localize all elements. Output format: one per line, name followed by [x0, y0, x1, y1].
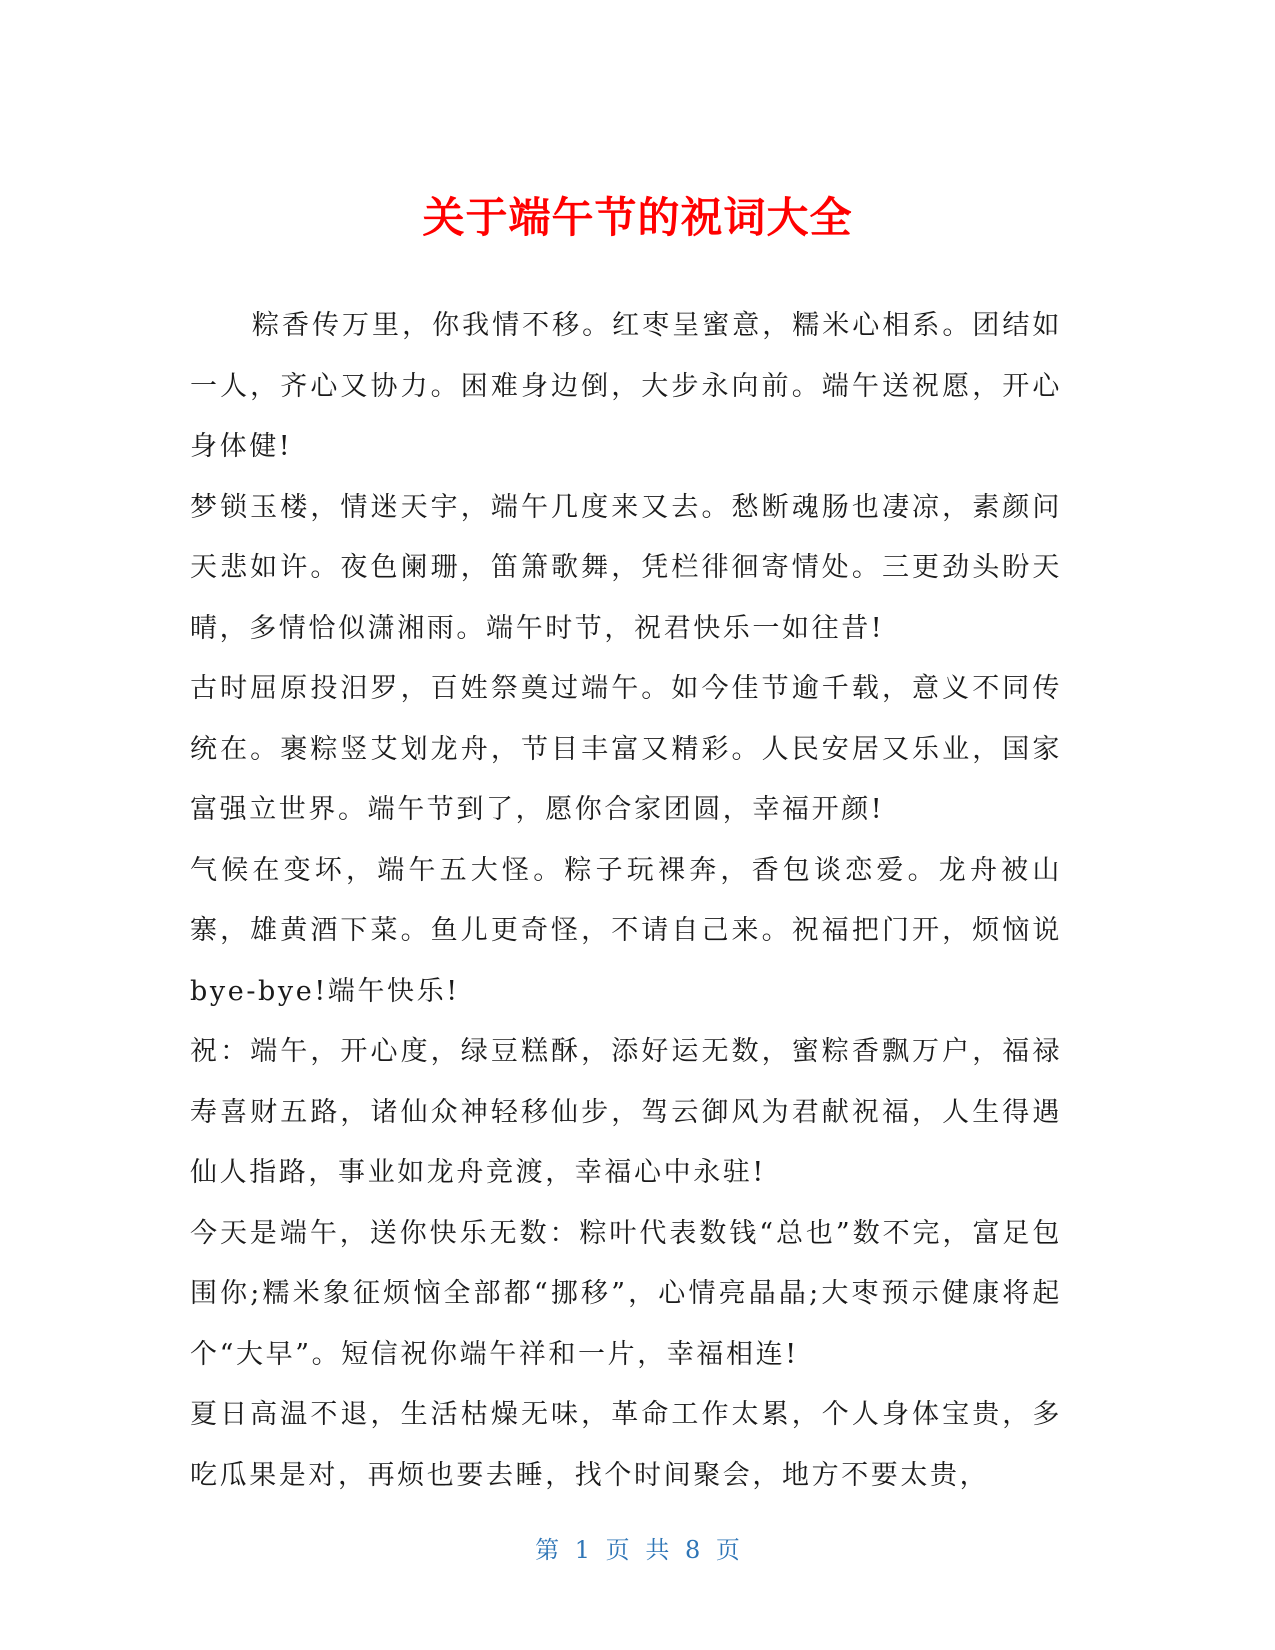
document-body — [190, 296, 1062, 1506]
footer-total-label: 共 — [645, 1536, 670, 1564]
footer-current-page: 1 — [574, 1536, 591, 1564]
paragraph: 气候在变坏，端午五大怪。粽子玩裸奔，香包谈恋爱。龙舟被山寨，雄黄酒下菜。鱼儿更奇怪，不请自己来。祝福把门开，烦恼说bye-bye!端午快乐! — [190, 854, 1062, 1007]
page-footer — [0, 1534, 1275, 1566]
footer-total-unit: 页 — [715, 1536, 740, 1564]
footer-total-pages: 8 — [684, 1536, 701, 1564]
paragraph: 今天是端午，送你快乐无数：粽叶代表数钱“总也”数不完，富足包围你;糯米象征烦恼全部都“挪移”，心情亮晶晶;大枣预示健康将起个“大早”。短信祝你端午祥和一片，幸福相连! — [190, 1217, 1062, 1370]
paragraph: 古时屈原投汨罗，百姓祭奠过端午。如今佳节逾千载，意义不同传统在。裹粽竖艾划龙舟，节目丰富又精彩。人民安居又乐业，国家富强立世界。端午节到了，愿你合家团圆，幸福开颜! — [190, 673, 1062, 825]
paragraph: 梦锁玉楼，情迷天宇，端午几度来又去。愁断魂肠也凄凉，素颜问天悲如许。夜色阑珊，笛箫歌舞，凭栏徘徊寄情处。三更劲头盼天晴，多情恰似潇湘雨。端午时节，祝君快乐一如往昔! — [190, 491, 1062, 644]
footer-page-unit: 页 — [605, 1536, 630, 1564]
footer-page-label: 第 — [535, 1536, 560, 1564]
paragraph: 祝：端午，开心度，绿豆糕酥，添好运无数，蜜粽香飘万户，福禄寿喜财五路，诸仙众神轻移仙步，驾云御风为君献祝福，人生得遇仙人指路，事业如龙舟竞渡，幸福心中永驻! — [190, 1036, 1062, 1188]
paragraph: 粽香传万里，你我情不移。红枣呈蜜意，糯米心相系。团结如一人，齐心又协力。困难身边倒，大步永向前。端午送祝愿，开心身体健! — [190, 310, 1062, 462]
document-title: 关于端午节的祝词大全 — [422, 193, 853, 243]
paragraph: 夏日高温不退，生活枯燥无味，革命工作太累，个人身体宝贵，多吃瓜果是对，再烦也要去睡，找个时间聚会，地方不要太贵， — [190, 1399, 1062, 1491]
